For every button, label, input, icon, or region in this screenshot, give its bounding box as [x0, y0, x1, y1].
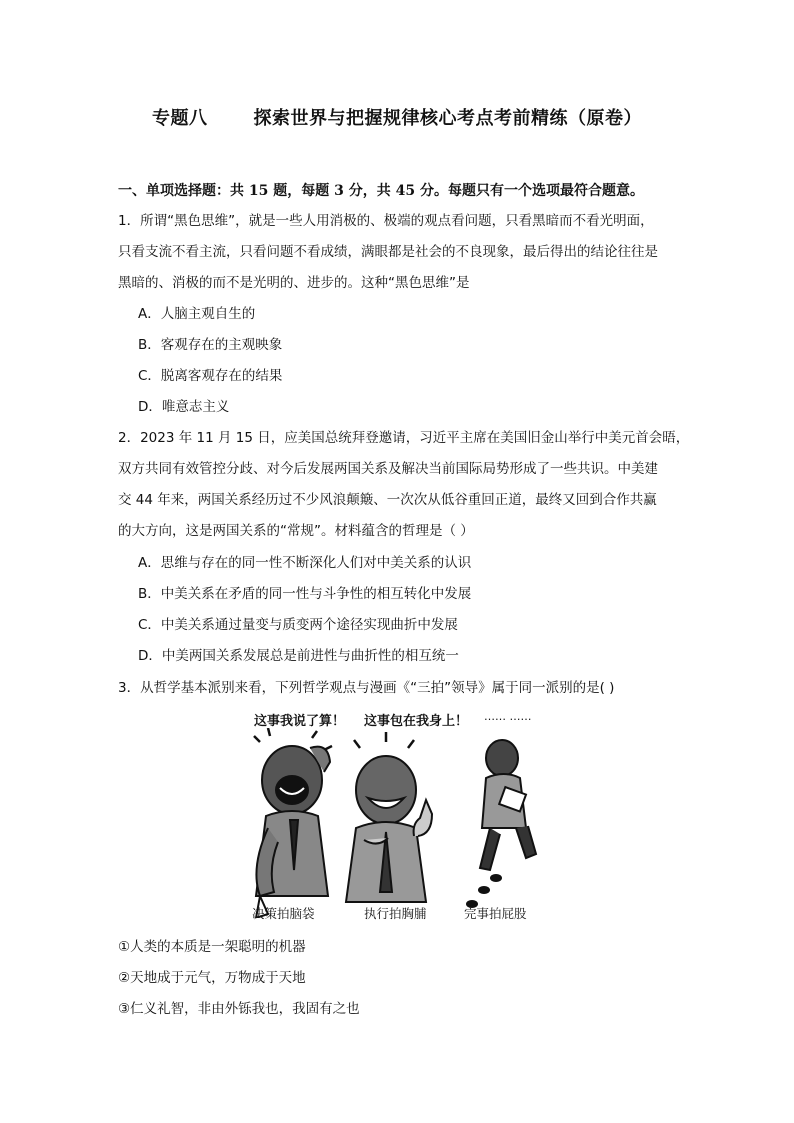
q2-option-d[interactable]: D．中美两国关系发展总是前进性与曲折性的相互统一	[138, 648, 459, 664]
figure-bottom-patting	[467, 740, 536, 907]
q2-stem-line: 2．2023 年 11 月 15 日，应美国总统拜登邀请，习近平主席在美国旧金山举行中美元首会晤，	[118, 430, 690, 446]
q2-stem-line: 的大方向，这是两国关系的“常规”。材料蕴含的哲理是（ ）	[118, 523, 474, 539]
speech-text-1: 这事我说了算！	[254, 714, 346, 729]
title-topic-name: 探索世界与把握规律核心考点考前精练（原卷）	[253, 108, 642, 129]
figure-head-patting	[254, 728, 332, 918]
ellipsis-text: …… ……	[484, 710, 532, 723]
section-heading: 一、单项选择题：共 15 题，每题 3 分，共 45 分。每题只有一个选项最符合题意。	[118, 183, 644, 199]
q3-statement-2: ②天地成于元气，万物成于天地	[118, 970, 306, 986]
page-title	[0, 104, 794, 130]
q2-stem-line: 双方共同有效管控分歧、对今后发展两国关系及解决当前国际局势形成了一些共识。中美建	[118, 461, 658, 477]
q3-stem: 3．从哲学基本派别来看，下列哲学观点与漫画《“三拍”领导》属于同一派别的是( )	[118, 680, 615, 696]
q2-option-b[interactable]: B．中美关系在矛盾的同一性与斗争性的相互转化中发展	[138, 586, 472, 602]
q1-stem-line: 只看支流不看主流，只看问题不看成绩，满眼都是社会的不良现象，最后得出的结论往往是	[118, 244, 658, 260]
three-pats-leader-cartoon	[240, 706, 550, 926]
q2-option-a[interactable]: A．思维与存在的同一性不断深化人们对中美关系的认识	[138, 555, 472, 571]
q1-stem-line: 黑暗的、消极的而不是光明的、进步的。这种“黑色思维”是	[118, 275, 470, 291]
q1-option-d[interactable]: D．唯意志主义	[138, 399, 230, 415]
caption-3: 完事拍屁股	[464, 906, 527, 921]
q2-option-c[interactable]: C．中美关系通过量变与质变两个途径实现曲折中发展	[138, 617, 458, 633]
q2-stem-line: 交 44 年来，两国关系经历过不少风浪颠簸、一次次从低谷重回正道，最终又回到合作共赢	[118, 492, 657, 508]
q1-stem-line: 1．所谓“黑色思维”，就是一些人用消极的、极端的观点看问题，只看黑暗而不看光明面，	[118, 213, 654, 229]
q3-statement-3: ③仁义礼智，非由外铄我也，我固有之也	[118, 1001, 360, 1017]
caption-2: 执行拍胸脯	[364, 906, 427, 921]
cartoon-illustration	[240, 728, 550, 918]
q1-option-c[interactable]: C．脱离客观存在的结果	[138, 368, 283, 384]
speech-text-2: 这事包在我身上！	[364, 714, 469, 729]
figure-chest-patting	[346, 732, 432, 902]
caption-1: 决策拍脑袋	[252, 906, 315, 921]
q1-option-a[interactable]: A．人脑主观自生的	[138, 306, 256, 322]
title-topic-number: 专题八	[152, 108, 208, 129]
q1-option-b[interactable]: B．客观存在的主观映象	[138, 337, 283, 353]
q3-statement-1: ①人类的本质是一架聪明的机器	[118, 939, 306, 955]
